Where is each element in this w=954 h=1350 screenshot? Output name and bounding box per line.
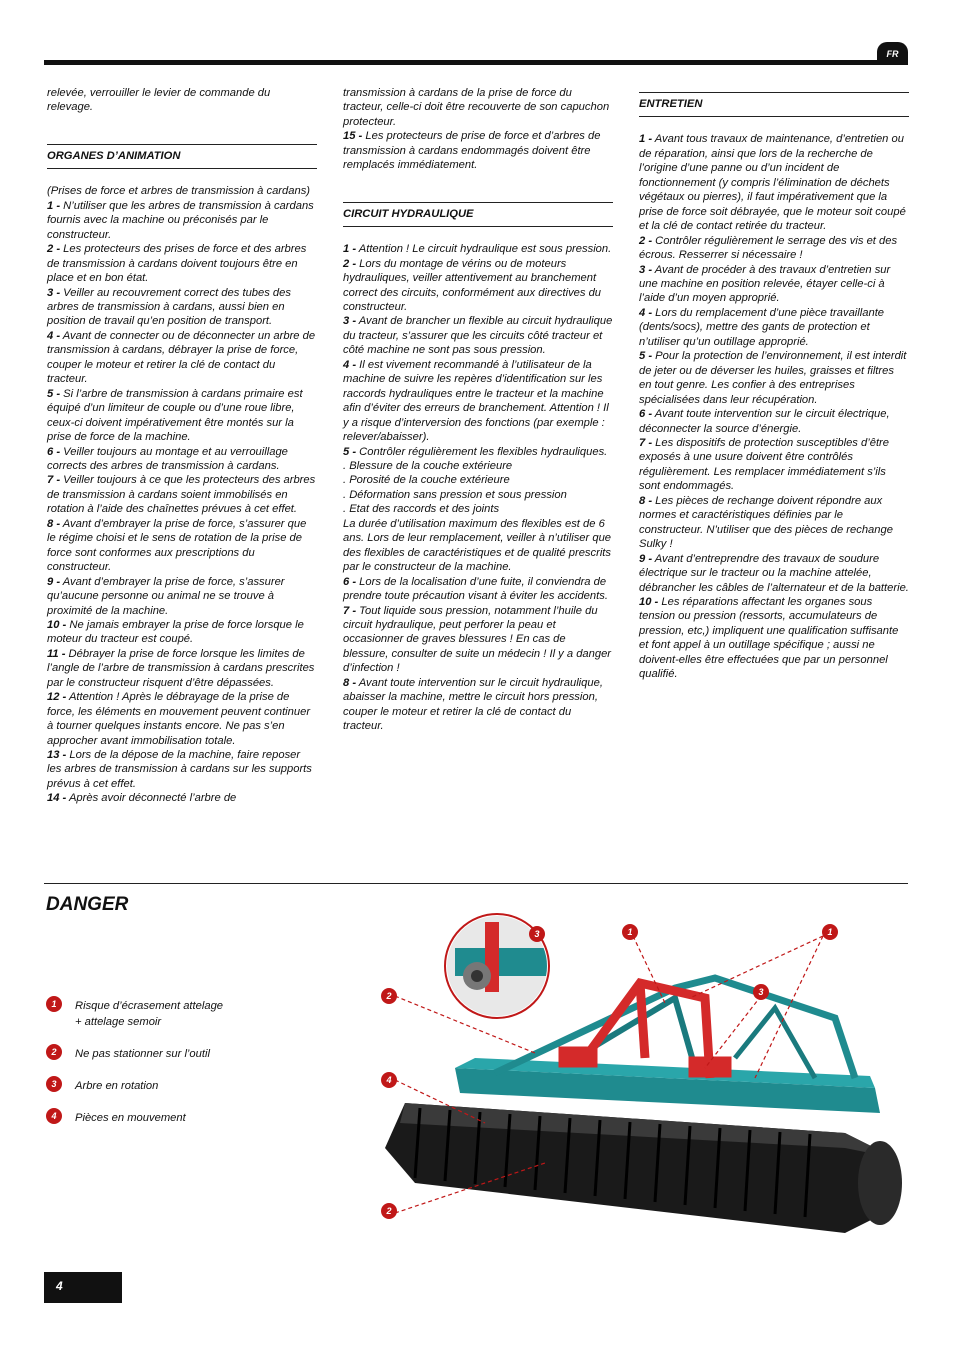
item-text: Attention ! Après le débrayage de la prise de force, les éléments en mouvement peuvent continuer à tourner quelques instants encore. Ne pas s’en approcher avant immobilisation totale. bbox=[47, 691, 311, 747]
item-number: 12 - bbox=[47, 691, 67, 704]
item-text: Ne jamais embrayer la prise de force lorsque le moteur du tracteur est coupé. bbox=[47, 618, 304, 646]
item-number: 1 - bbox=[343, 243, 357, 256]
item-text: Les dispositifs de protection susceptibles d’être exposés à une usure doivent être contrôlés régulièrement. Les remplacer immédiatement s’ils sont endommagés. bbox=[639, 436, 889, 493]
item-text: Tout liquide sous pression, notamment l’huile du circuit hydraulique, peut perforer la peau et occasionner de graves blessures ! En cas de blessure, consulter de suite un médecin ! Il y a danger d’infection ! bbox=[343, 604, 612, 675]
bullet-item: . Etat des raccords et des joints bbox=[343, 503, 500, 516]
numbered-item bbox=[639, 552, 909, 595]
callout-badge bbox=[622, 924, 638, 940]
numbered-item bbox=[639, 436, 909, 494]
item-text: Les protecteurs de prise de force et d’arbres de transmission à cardans endommagés doivent être remplacés immédiatement. bbox=[343, 130, 601, 172]
numbered-item bbox=[639, 132, 909, 233]
callout-badge-label: 3 bbox=[758, 987, 764, 997]
item-number: 5 - bbox=[47, 387, 61, 400]
danger-rule bbox=[44, 883, 908, 884]
item-number: 6 - bbox=[343, 575, 357, 588]
numbered-item bbox=[639, 234, 909, 263]
item-text: Débrayer la prise de force lorsque les limites de l’angle de l’arbre de transmission à cardans prescrites par le constructeur risquent d’être dépassées. bbox=[47, 647, 315, 689]
item-text: Avant d’entreprendre des travaux de soudure électrique sur le tracteur ou la machine attelée, débrancher les câbles de l’alternateur et de la batterie. bbox=[639, 552, 909, 594]
legend-number-badge: 2 bbox=[46, 1044, 62, 1060]
callout-badge bbox=[381, 1203, 397, 1219]
numbered-item bbox=[47, 329, 317, 387]
item-number: 14 - bbox=[47, 792, 67, 805]
bullet-item: . Blessure de la couche extérieure bbox=[343, 459, 513, 472]
item-text: Attention ! Le circuit hydraulique est sous pression. bbox=[356, 243, 612, 256]
header-rule bbox=[44, 60, 908, 65]
item-text: Avant d’embrayer la prise de force, s’assurer qu’aucune personne ou animal ne se trouve à proximité de la machine. bbox=[47, 575, 285, 617]
item-text: Les réparations affectant les organes sous tension ou pression (ressorts, accumulateurs de pression, etc,) impliquent une qualification suffisante et font appel à un outillage spécifique ; aussi ne doivent-elles être effectuées que par un personnel qualifié. bbox=[639, 595, 899, 681]
item-text: Veiller toujours au montage et au verrouillage corrects des arbres de transmission à cardans. bbox=[47, 445, 288, 472]
item-text: Lors du montage de vérins ou de moteurs hydrauliques, veiller attentivement au branchement correct des circuits, conformément aux directives du constructeur. bbox=[343, 257, 602, 313]
numbered-item bbox=[343, 604, 613, 676]
numbered-item bbox=[343, 257, 613, 315]
item-text: Contrôler régulièrement le serrage des vis et des écrous. Resserrer si nécessaire ! bbox=[639, 234, 898, 262]
section-title-organes: ORGANES D’ANIMATION bbox=[47, 144, 317, 169]
numbered-item bbox=[343, 358, 613, 445]
item-number: 8 - bbox=[47, 517, 61, 530]
item-text: Lors de la localisation d’une fuite, il conviendra de prendre toute précaution visant à éviter les accidents. bbox=[343, 575, 608, 603]
numbered-item bbox=[343, 575, 613, 604]
numbered-item bbox=[47, 473, 317, 516]
item-number: 9 - bbox=[47, 575, 61, 588]
col2-duration: La durée d’utilisation maximum des flexibles est de 6 ans. Lors de leur remplacement, veiller à n’utiliser que des flexibles de caractéristiques et de qualité prescrits par le constructeur de la machine. bbox=[343, 517, 612, 574]
item-number: 3 - bbox=[343, 315, 357, 328]
item-text: Avant de connecter ou de déconnecter un arbre de transmission à cardans, débrayer la prise de force, couper le moteur et retirer la clé de contact du tracteur. bbox=[47, 329, 316, 386]
numbered-item bbox=[343, 129, 613, 172]
item-text: Veiller toujours à ce que les protecteurs des arbres de transmission à cardans soient immobilisés en rotation à l’aide des chaînettes prévues à cet effet. bbox=[47, 474, 316, 516]
numbered-item bbox=[47, 517, 317, 575]
item-number: 10 - bbox=[639, 595, 659, 608]
section-title-hydraulique: CIRCUIT HYDRAULIQUE bbox=[343, 202, 613, 227]
col2-intro-list bbox=[343, 129, 613, 172]
numbered-item bbox=[639, 306, 909, 349]
numbered-item bbox=[343, 314, 613, 357]
item-text: Après avoir déconnecté l’arbre de bbox=[66, 792, 237, 805]
item-number: 3 - bbox=[47, 286, 61, 299]
item-text: Avant d’embrayer la prise de force, s’assurer que le régime choisi et le sens de rotation de la prise de force sont conformes aux prescriptions du constructeur. bbox=[47, 517, 307, 574]
item-number: 7 - bbox=[47, 474, 61, 487]
item-number: 5 - bbox=[639, 350, 653, 363]
numbered-item bbox=[47, 748, 317, 791]
column-hydraulique bbox=[343, 86, 613, 734]
item-text: N’utiliser que les arbres de transmission à cardans fournis avec la machine ou préconisés par le constructeur. bbox=[47, 199, 314, 241]
numbered-item bbox=[639, 349, 909, 407]
packer-roller bbox=[385, 1103, 902, 1233]
numbered-item bbox=[47, 791, 317, 805]
callout-badge-label: 1 bbox=[827, 927, 833, 937]
item-text: Veiller au recouvrement correct des tubes des arbres de transmission à cardans, aussi bien en position de travail qu’en position de transport. bbox=[47, 286, 291, 328]
legend-text: Ne pas stationner sur l’outil bbox=[75, 1048, 210, 1060]
item-text: Les pièces de rechange doivent répondre aux normes et caractéristiques définies par le constructeur. N’utiliser que des pièces de rechange Sulky ! bbox=[639, 494, 893, 551]
item-number: 6 - bbox=[47, 445, 61, 458]
item-text: Si l’arbre de transmission à cardans primaire est équipé d’un limiteur de couple ou d’une roue libre, ceux-ci doivent impérativement être montés sur la prise de force de la machine. bbox=[47, 387, 303, 444]
item-number: 4 - bbox=[47, 329, 61, 342]
item-number: 8 - bbox=[639, 494, 653, 507]
numbered-item bbox=[47, 575, 317, 618]
item-number: 15 - bbox=[343, 130, 363, 143]
col1-lead: (Prises de force et arbres de transmission à cardans) bbox=[47, 185, 311, 198]
numbered-item bbox=[47, 690, 317, 748]
numbered-item bbox=[639, 263, 909, 306]
numbered-item bbox=[639, 595, 909, 682]
bullet-item: . Déformation sans pression et sous pression bbox=[343, 488, 567, 501]
legend-number-badge: 4 bbox=[46, 1108, 62, 1124]
item-number: 2 - bbox=[639, 234, 653, 247]
item-text: Lors de la dépose de la machine, faire reposer les arbres de transmission à cardans sur les supports prévus à cet effet. bbox=[47, 749, 312, 790]
item-number: 7 - bbox=[343, 604, 357, 617]
col1-intro: relevée, verrouiller le levier de commande du relevage. bbox=[47, 87, 271, 114]
item-number: 9 - bbox=[639, 552, 653, 565]
machine-illustration bbox=[375, 908, 915, 1253]
callout-badge bbox=[529, 926, 545, 942]
item-text: Avant tous travaux de maintenance, d’entretien ou de réparation, ainsi que lors de la recherche de l’origine d’une panne ou d’un incident de fonctionnement (y compris l’élimination de déchets végétaux ou pierres), il faut impérativement que la prise de force soit débrayée, que le moteur soit coupé et la clé de contact retirée du tracteur. bbox=[639, 133, 906, 233]
numbered-item bbox=[343, 676, 613, 734]
callout-badge bbox=[822, 924, 838, 940]
item-text: Avant de procéder à des travaux d’entretien sur une machine en position relevée, étayer celle-ci à l’aide d’un moyen approprié. bbox=[639, 263, 891, 305]
col2-intro: transmission à cardans de la prise de force du tracteur, celle-ci doit être recouverte de son capuchon protecteur. bbox=[343, 87, 610, 128]
item-number: 1 - bbox=[639, 133, 653, 146]
item-text: Avant toute intervention sur le circuit électrique, déconnecter la source d’énergie. bbox=[639, 408, 890, 435]
section-title-entretien: ENTRETIEN bbox=[639, 92, 909, 117]
item-text: Avant de brancher un flexible au circuit hydraulique du tracteur, s’assurer que les circuits côté tracteur et côté machine ne sont pas sous pression. bbox=[343, 315, 613, 357]
numbered-item bbox=[47, 242, 317, 285]
item-number: 10 - bbox=[47, 618, 67, 631]
item-number: 2 - bbox=[343, 257, 357, 270]
item-number: 4 - bbox=[343, 358, 357, 371]
callout-badge bbox=[381, 988, 397, 1004]
col1-list bbox=[47, 199, 317, 806]
numbered-item bbox=[343, 242, 613, 256]
col2-list-2 bbox=[343, 575, 613, 734]
callout-badge bbox=[381, 1072, 397, 1088]
callout-badge-label: 2 bbox=[386, 1206, 392, 1216]
item-text: Pour la protection de l’environnement, il est interdit de jeter ou de déverser les huiles, graisses et filtres en tout genre. Les confier à des entreprises spécialisées dans leur récupération. bbox=[639, 350, 907, 406]
item-text: Avant toute intervention sur le circuit hydraulique, abaisser la machine, mettre le circuit hors pression, couper le moteur et retirer la clé de contact du tracteur. bbox=[343, 676, 603, 733]
numbered-item bbox=[47, 618, 317, 647]
item-text: Il est vivement recommandé à l’utilisateur de la machine de suivre les repères d’identification sur les raccords hydrauliques entre le tracteur et la machine afin d’éviter des erreurs de branchement. Attention ! Il y a risque d’interversion des fonctions (par exemple : relever/abaisser). bbox=[343, 358, 609, 444]
callout-badge-label: 2 bbox=[386, 991, 392, 1001]
numbered-item bbox=[47, 199, 317, 242]
legend-text: Pièces en mouvement bbox=[75, 1112, 186, 1124]
legend-text: Arbre en rotation bbox=[75, 1080, 159, 1092]
danger-title: DANGER bbox=[46, 894, 129, 915]
numbered-item bbox=[343, 445, 613, 459]
language-tab: FR bbox=[877, 42, 908, 65]
callout-badge bbox=[753, 984, 769, 1000]
item-text: Lors du remplacement d’une pièce travaillante (dents/socs), mettre des gants de protection et n’utiliser qu’un outillage approprié. bbox=[639, 306, 885, 348]
item-number: 4 - bbox=[639, 306, 653, 319]
item-number: 8 - bbox=[343, 676, 357, 689]
callout-badge-label: 1 bbox=[627, 927, 633, 937]
item-number: 1 - bbox=[47, 199, 61, 212]
item-text: Les protecteurs des prises de force et des arbres de transmission à cardans doivent toujours être en place et en bon état. bbox=[47, 243, 307, 285]
col2-list bbox=[343, 242, 613, 459]
legend-number-badge: 1 bbox=[46, 996, 62, 1012]
numbered-item bbox=[47, 647, 317, 690]
legend-number-badge: 3 bbox=[46, 1076, 62, 1092]
callout-badge-label: 4 bbox=[386, 1075, 392, 1085]
item-number: 7 - bbox=[639, 436, 653, 449]
column-organes bbox=[47, 86, 317, 806]
numbered-item bbox=[639, 407, 909, 436]
item-number: 11 - bbox=[47, 647, 66, 660]
page-number: 4 bbox=[44, 1272, 122, 1303]
col3-list bbox=[639, 132, 909, 681]
numbered-item bbox=[639, 494, 909, 552]
numbered-item bbox=[47, 387, 317, 445]
item-number: 2 - bbox=[47, 243, 61, 256]
legend-text: Risque d’écrasement attelage + attelage semoir bbox=[75, 1000, 224, 1028]
item-number: 3 - bbox=[639, 263, 653, 276]
numbered-item bbox=[47, 286, 317, 329]
bullet-item: . Porosité de la couche extérieure bbox=[343, 474, 510, 487]
item-text: Contrôler régulièrement les flexibles hydrauliques. bbox=[356, 445, 608, 458]
item-number: 13 - bbox=[47, 749, 67, 762]
item-number: 6 - bbox=[639, 408, 653, 421]
callout-badge-label: 3 bbox=[534, 929, 540, 939]
col2-bullets bbox=[343, 459, 613, 517]
item-number: 5 - bbox=[343, 445, 357, 458]
column-entretien bbox=[639, 92, 909, 682]
numbered-item bbox=[47, 445, 317, 474]
